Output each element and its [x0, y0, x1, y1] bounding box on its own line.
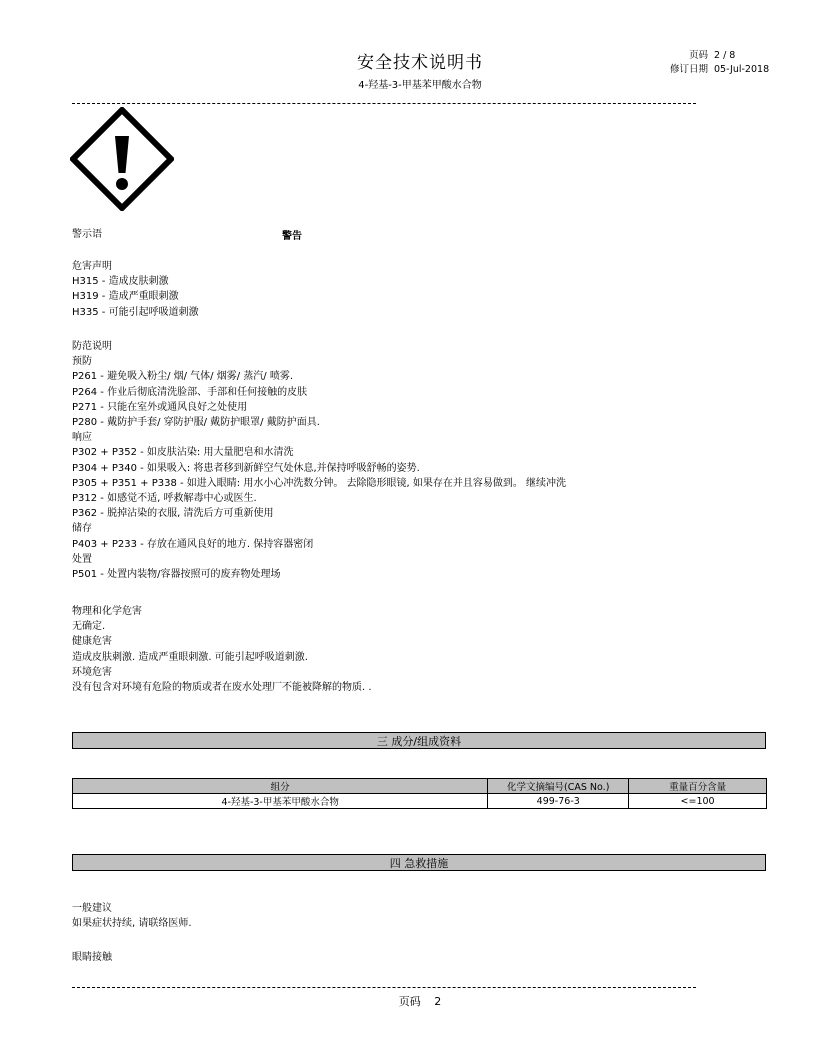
exclamation-mark-icon [70, 107, 174, 211]
column-header-weight: 重量百分含量 [629, 779, 767, 794]
product-name: 4-羟基-3-甲基苯甲酸水合物 [358, 80, 482, 91]
prevention-item: P280 - 戴防护手套/ 穿防护服/ 戴防护眼罩/ 戴防护面具. [72, 417, 320, 429]
column-header-cas: 化学文摘编号(CAS No.) [488, 779, 629, 794]
response-item: P304 + P340 - 如果吸入: 将患者移到新鲜空气处休息,并保持呼吸舒畅的姿势. [72, 462, 420, 474]
footer-rule [72, 987, 696, 988]
general-advice-heading: 一般建议 [72, 903, 112, 914]
page-info [656, 49, 769, 77]
footer-page-number [0, 993, 816, 1009]
header-rule [72, 103, 696, 104]
disposal-item: P501 - 处置内装物/容器按照可的废弃物处理场 [72, 569, 281, 581]
page-label: 页码 [688, 50, 708, 61]
general-advice-text: 如果症状持续, 请联络医师. [72, 918, 192, 930]
table-header-row [73, 779, 767, 794]
hazard-item: H335 - 可能引起呼吸道刺激 [72, 306, 199, 318]
response-item: P362 - 脱掉沾染的衣服, 清洗后方可重新使用 [72, 508, 274, 520]
composition-table [72, 778, 767, 809]
precaution-heading: 防范说明 [72, 341, 112, 352]
revision-label: 修订日期 [669, 64, 708, 75]
health-hazard-heading: 健康危害 [72, 636, 112, 648]
prevention-heading: 预防 [72, 356, 92, 368]
storage-heading: 储存 [72, 523, 92, 535]
prevention-item: P271 - 只能在室外或通风良好之处使用 [72, 401, 248, 413]
precautionary-statements [72, 339, 566, 582]
section-3-header: 三 成分/组成资料 [72, 732, 766, 749]
prevention-item: P264 - 作业后彻底清洗脸部、手部和任何接触的皮肤 [72, 386, 308, 398]
footer-page-label: 页码 [398, 995, 421, 1008]
revision-value: 05-Jul-2018 [714, 64, 770, 75]
document-title: 安全技术说明书 [357, 53, 483, 73]
signal-word-label: 警示语 [72, 229, 102, 240]
environment-hazard-heading: 环境危害 [72, 666, 112, 678]
health-hazard-text: 造成皮肤刺激. 造成严重眼刺激. 可能引起呼吸道刺激. [72, 651, 308, 663]
hazard-statements [72, 259, 199, 320]
environment-hazard-text: 没有包含对环境有危险的物质或者在废水处理厂不能被降解的物质. . [72, 682, 372, 694]
response-item: P302 + P352 - 如皮肤沾染: 用大量肥皂和水清洗 [72, 447, 294, 459]
cell-cas: 499-76-3 [488, 794, 629, 809]
physical-hazard-heading: 物理和化学危害 [72, 606, 142, 617]
hazard-item: H319 - 造成严重眼刺激 [72, 291, 179, 303]
hazard-item: H315 - 造成皮肤刺激 [72, 276, 169, 288]
signal-word-value: 警告 [282, 231, 302, 242]
table-row [73, 794, 767, 809]
disposal-heading: 处置 [72, 553, 92, 565]
page-value: 2 / 8 [714, 50, 736, 61]
storage-item: P403 + P233 - 存放在通风良好的地方. 保持容器密闭 [72, 538, 314, 550]
other-hazards [72, 604, 372, 695]
hazard-heading: 危害声明 [72, 261, 112, 272]
prevention-item: P261 - 避免吸入粉尘/ 烟/ 气体/ 烟雾/ 蒸汽/ 喷雾. [72, 371, 294, 383]
footer-page-value: 2 [434, 995, 442, 1008]
response-heading: 响应 [72, 432, 92, 444]
response-item: P305 + P351 + P338 - 如进入眼睛: 用水小心冲洗数分钟。 去除隐形眼镜, 如果存在并且容易做到。 继续冲洗 [72, 477, 567, 489]
first-aid [72, 901, 192, 931]
section-4-header: 四 急救措施 [72, 854, 766, 871]
column-header-component: 组分 [73, 779, 488, 794]
cell-component: 4-羟基-3-甲基苯甲酸水合物 [73, 794, 488, 809]
eye-contact-heading: 眼睛接触 [72, 952, 112, 963]
response-item: P312 - 如感觉不适, 呼救解毒中心或医生. [72, 493, 257, 505]
physical-hazard-text: 无确定. [72, 621, 106, 633]
cell-weight: <=100 [629, 794, 767, 809]
